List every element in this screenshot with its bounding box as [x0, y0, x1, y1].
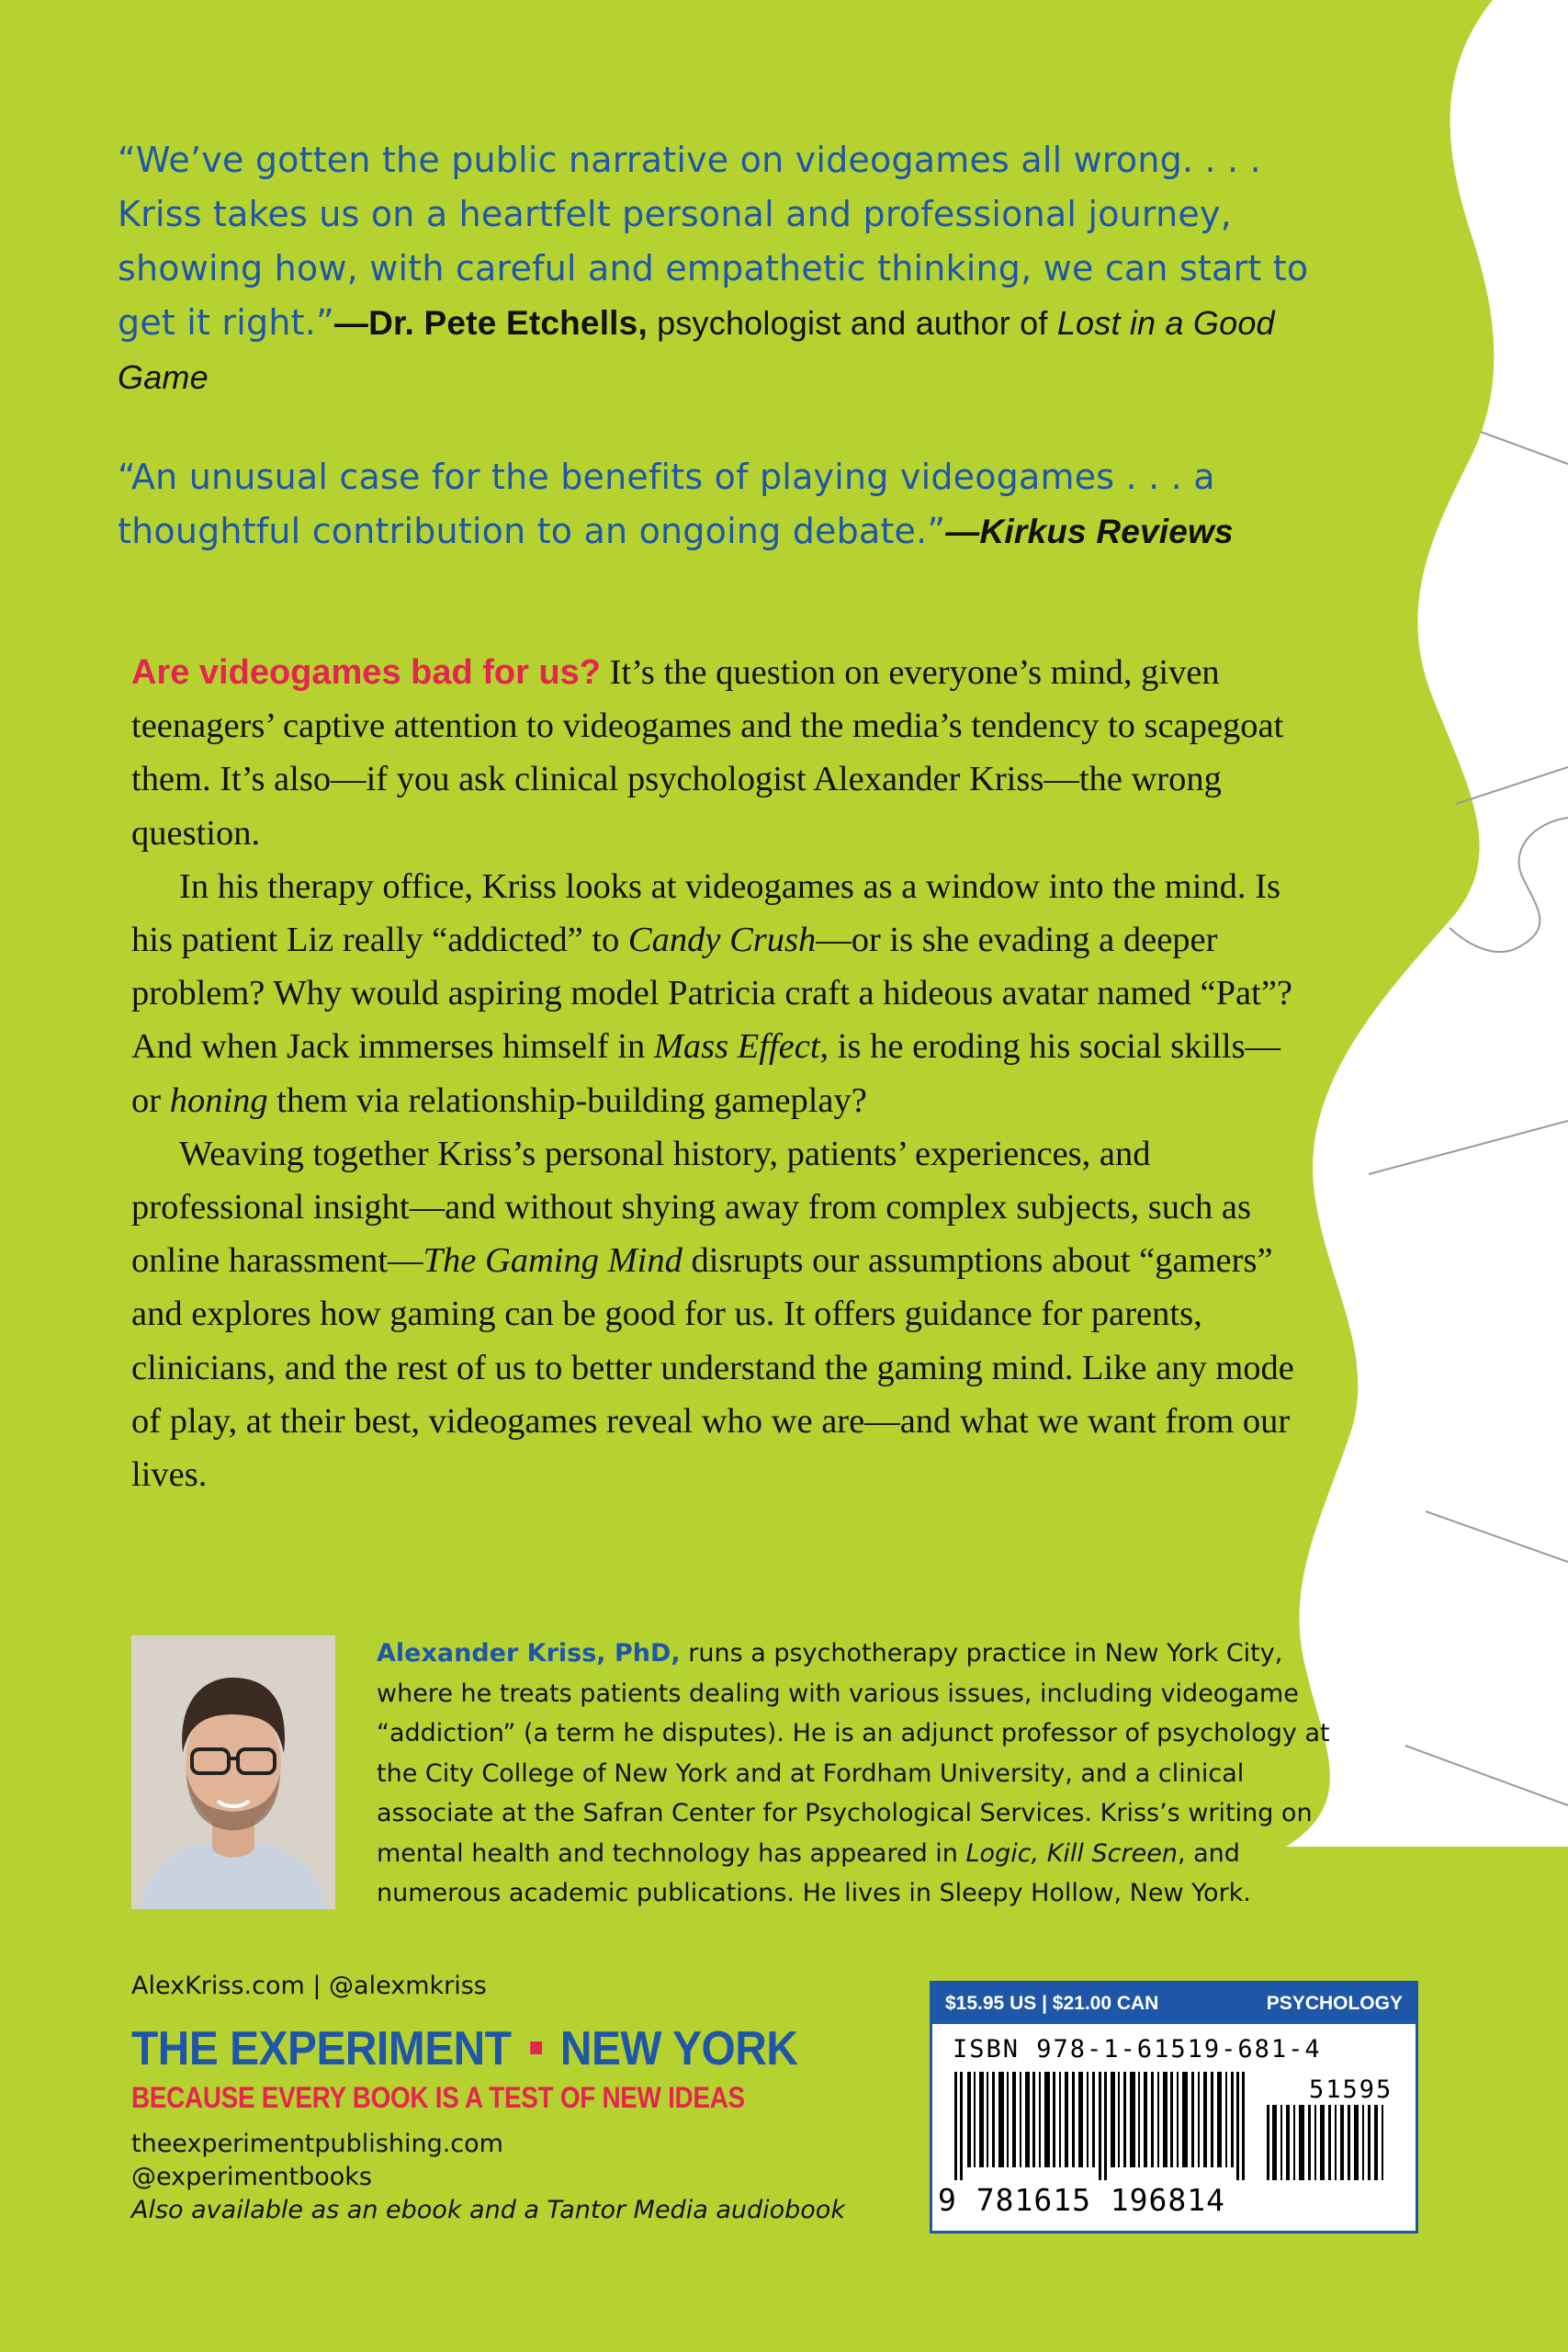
category-label: PSYCHOLOGY — [1266, 1993, 1403, 2014]
author-links: AlexKriss.com | @alexmkriss — [131, 1972, 487, 2000]
publisher-city: NEW YORK — [559, 2022, 798, 2075]
author-bio — [377, 1634, 1350, 1914]
blurb-p2-text-e: , is he eroding his social skills—or — [131, 1027, 1281, 1120]
publisher-social: @experimentbooks — [131, 2163, 372, 2191]
blurb-p3-text-a: Weaving together Kriss’s personal history, patients’ experiences, and professional insight—and without shying away from complex subjects, such as online harassment— — [131, 1134, 1251, 1281]
availability-note: Also available as an ebook and a Tantor Media audiobook — [131, 2196, 845, 2224]
blurb-paragraph-3 — [131, 1127, 1298, 1501]
publisher-name: THE EXPERIMENT — [131, 2022, 512, 2075]
quote-block-2 — [118, 450, 1303, 559]
barcode-box — [930, 1981, 1418, 2233]
blurb-p2-text-c: —or is she evading a deeper problem? Why would aspiring model Patricia craft a hideous avatar named “Pat”? And when Jack immerses himself in — [131, 921, 1292, 1067]
blurb-lead-question: Are videogames bad for us? — [131, 653, 602, 692]
quote-1-role: psychologist and author of — [647, 304, 1057, 342]
blurb-p2-text-a: In his therapy office, Kriss looks at videogames as a window into the mind. Is his patient Liz really “addicted” to — [131, 866, 1280, 960]
quote-2-author: —Kirkus Reviews — [945, 513, 1234, 550]
publisher-square-icon — [530, 2041, 542, 2054]
author-photo — [131, 1635, 335, 1909]
bio-author-name: Alexander Kriss, PhD, — [377, 1639, 681, 1668]
bio-text-2: , and numerous academic publications. He lives in Sleepy Hollow, New York. — [377, 1838, 1251, 1907]
blurb-p2-text-g: them via relationship-building gameplay? — [267, 1080, 867, 1120]
blurb-p1-text: It’s the question on everyone’s mind, given teenagers’ captive attention to videogames and the media’s tendency to scapegoat them. It’s also—if you ask clinical psychologist Alexander Kriss—the wrong question. — [131, 653, 1284, 853]
quote-block-1 — [118, 133, 1339, 404]
blurb-p2-honing: honing — [169, 1080, 268, 1120]
isbn-text: ISBN 978-1-61519-681-4 — [953, 2035, 1322, 2064]
quote-1-text: “We’ve gotten the public narrative on videogames all wrong. . . . Kriss takes us on a heartfelt personal and professional journey, showing how, with careful and empathetic thinking, we can start to get it right.” — [118, 140, 1309, 343]
blurb-p3-book-title: The Gaming Mind — [423, 1241, 682, 1281]
bio-text-1: runs a psychotherapy practice in New York City, where he treats patients dealing with various issues, including videogame “addiction” (a term he disputes). He is an adjunct professor of psychology at the City College of New York and at Fordham University, and a clinical associate at the Safran Center for Psychological Services. Kriss’s writing on mental health and technology has appeared in — [377, 1639, 1330, 1868]
quote-2-text: “An unusual case for the benefits of playing videogames . . . a thoughtful contribution to an ongoing debate.” — [118, 457, 1215, 551]
ean-digits: 9 781615 196814 — [938, 2182, 1226, 2218]
publisher-website: theexperimentpublishing.com — [131, 2130, 503, 2158]
blurb-paragraph-2 — [131, 860, 1298, 1127]
author-portrait-icon — [131, 1635, 335, 1909]
quote-1-author: —Dr. Pete Etchells, — [333, 304, 648, 342]
blurb-p3-text-c: disrupts our assumptions about “gamers” and explores how gaming can be good for us. It offers guidance for parents, clinicians, and the rest of us to better understand the gaming mind. Like any mode of play, at their best, videogames reveal who we are—and what we want from our lives. — [131, 1241, 1294, 1495]
description-blurb — [131, 646, 1298, 1501]
blurb-paragraph-1 — [131, 646, 1298, 860]
price-label: $15.95 US | $21.00 CAN — [945, 1993, 1159, 2014]
publisher-logo — [131, 2021, 797, 2076]
publisher-tagline: BECAUSE EVERY BOOK IS A TEST OF NEW IDEAS — [131, 2081, 745, 2114]
price-bar — [932, 1984, 1416, 2024]
blurb-p2-title-mass-effect: Mass Effect — [653, 1027, 820, 1067]
barcode-icon — [945, 2072, 1404, 2182]
quote-1-work: Lost in a Good Game — [118, 304, 1275, 396]
blurb-p2-title-candy-crush: Candy Crush — [627, 921, 817, 960]
addon-code-text: 51595 — [1309, 2075, 1393, 2104]
bio-publications: Logic, Kill Screen — [965, 1838, 1178, 1868]
